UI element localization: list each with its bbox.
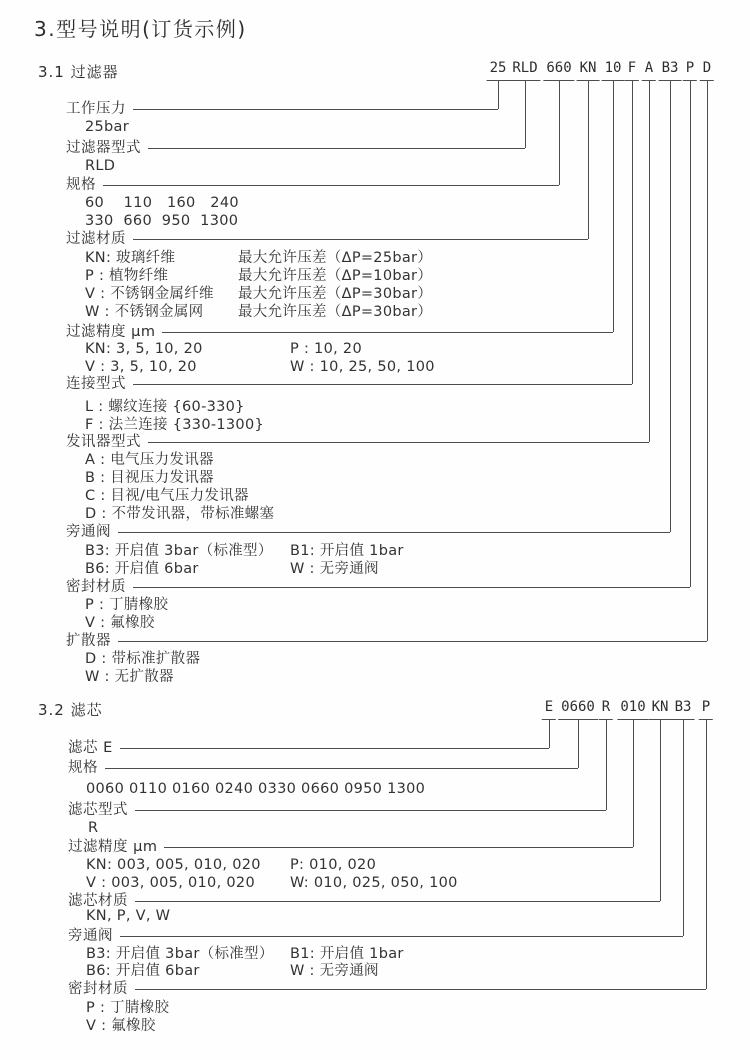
field-label: 连接型式 xyxy=(66,376,126,392)
code-segment-size: 660 xyxy=(543,60,574,81)
field-label: 密封材质 xyxy=(68,981,128,997)
field-label: 滤芯型式 xyxy=(68,802,128,818)
code-segment-micron: 10 xyxy=(602,60,625,81)
option-text: B3: 开启值 3bar（标准型） xyxy=(85,543,273,559)
field-row-micron xyxy=(68,839,633,855)
option-text: P : 丁腈橡胶 xyxy=(85,597,169,613)
field-row-type xyxy=(66,140,525,156)
option-text: RLD xyxy=(85,158,116,174)
field-label: 规格 xyxy=(66,177,96,193)
page-title: 3.型号说明(订货示例) xyxy=(34,17,247,41)
option-text: W : 无扩散器 xyxy=(85,669,174,685)
field-connector-line xyxy=(135,901,660,902)
field-row-seal xyxy=(68,981,706,997)
option-text: KN: 玻璃纤维 xyxy=(85,250,176,266)
code-segment-media: KN xyxy=(577,60,600,81)
code-segment-seal: P xyxy=(699,699,713,720)
field-label: 滤芯 E xyxy=(68,740,113,756)
field-connector-line xyxy=(133,239,588,240)
code-connector-vline xyxy=(670,80,671,532)
option-text: W: 010, 025, 050, 100 xyxy=(290,875,458,891)
code-segment-media: KN xyxy=(649,699,672,720)
field-label: 工作压力 xyxy=(66,101,126,117)
field-connector-line xyxy=(120,748,549,749)
field-row-size xyxy=(66,177,559,193)
field-connector-line xyxy=(120,936,683,937)
option-text: 330 660 950 1300 xyxy=(85,213,239,229)
field-row-pressure xyxy=(66,101,498,117)
option-text: P : 植物纤维 xyxy=(85,268,169,284)
option-text: B : 目视压力发讯器 xyxy=(85,470,214,486)
option-text: W : 不锈钢金属网 xyxy=(85,304,204,320)
code-connector-vline xyxy=(578,719,579,768)
code-segment-type: R xyxy=(599,699,613,720)
option-text: KN: 003, 005, 010, 020 xyxy=(86,857,261,873)
code-connector-vline xyxy=(606,719,607,810)
field-row-micron xyxy=(66,324,613,340)
field-row-media xyxy=(68,893,660,909)
field-connector-line xyxy=(118,641,707,642)
field-connector-line xyxy=(148,148,525,149)
field-row-indicator xyxy=(66,434,649,450)
option-text: V : 不锈钢金属纤维 xyxy=(85,286,214,302)
option-text: D : 不带发讯器，带标准螺塞 xyxy=(85,506,275,522)
option-text: 最大允许压差（ΔP=10bar） xyxy=(238,268,433,284)
field-row-type xyxy=(68,802,606,818)
section-element-heading: 3.2 滤芯 xyxy=(38,701,103,719)
option-text: V : 氟橡胶 xyxy=(85,615,155,631)
code-connector-vline xyxy=(633,719,634,847)
field-connector-line xyxy=(133,109,498,110)
code-segment-diffuser: D xyxy=(700,60,714,81)
option-text: B1: 开启值 1bar xyxy=(290,946,404,962)
field-connector-line xyxy=(133,384,632,385)
option-text: B6: 开启值 6bar xyxy=(86,963,200,979)
option-text: KN, P, V, W xyxy=(86,908,171,924)
option-text: L : 螺纹连接 {60-330} xyxy=(85,399,245,415)
field-label: 规格 xyxy=(68,760,98,776)
option-text: P : 10, 20 xyxy=(290,341,362,357)
option-text: P : 丁腈橡胶 xyxy=(86,1000,170,1016)
field-connector-line xyxy=(162,332,613,333)
code-connector-vline xyxy=(613,80,614,332)
option-text: V : 3, 5, 10, 20 xyxy=(85,359,197,375)
code-connector-vline xyxy=(683,719,684,936)
field-connector-line xyxy=(105,768,578,769)
code-segment-connection: F xyxy=(625,60,639,81)
field-label: 过滤精度 μm xyxy=(66,324,156,340)
option-text: 最大允许压差（ΔP=25bar） xyxy=(238,250,433,266)
code-connector-vline xyxy=(706,719,707,989)
field-label: 发讯器型式 xyxy=(66,434,141,450)
field-row-seal xyxy=(66,579,690,595)
field-label: 滤芯材质 xyxy=(68,893,128,909)
option-text: A : 电气压力发讯器 xyxy=(85,452,214,468)
code-connector-vline xyxy=(649,80,650,442)
code-segment-seal: P xyxy=(683,60,697,81)
option-text: P: 010, 020 xyxy=(290,857,377,873)
code-connector-vline xyxy=(525,80,526,148)
option-text: 25bar xyxy=(85,119,130,135)
field-connector-line xyxy=(103,185,559,186)
field-connector-line xyxy=(135,810,606,811)
code-segment-size: 0660 xyxy=(558,699,598,720)
option-text: W : 无旁通阀 xyxy=(290,561,379,577)
option-text: W : 无旁通阀 xyxy=(290,963,379,979)
option-text: V : 氟橡胶 xyxy=(86,1018,156,1034)
code-segment-bypass: B3 xyxy=(659,60,682,81)
code-segment-micron: 010 xyxy=(617,699,648,720)
code-segment-indicator: A xyxy=(642,60,656,81)
code-connector-vline xyxy=(549,719,550,748)
field-label: 过滤材质 xyxy=(66,231,126,247)
code-segment-type: RLD xyxy=(509,60,540,81)
field-row-media xyxy=(66,231,588,247)
option-text: 60 110 160 240 xyxy=(85,195,239,211)
field-label: 旁通阀 xyxy=(66,524,111,540)
option-text: B6: 开启值 6bar xyxy=(85,561,199,577)
field-label: 过滤器型式 xyxy=(66,140,141,156)
field-label: 旁通阀 xyxy=(68,928,113,944)
field-connector-line xyxy=(164,847,633,848)
option-text: D : 带标准扩散器 xyxy=(85,651,201,667)
code-connector-vline xyxy=(588,80,589,239)
code-connector-vline xyxy=(660,719,661,901)
field-row-diffuser xyxy=(66,633,707,649)
field-row-element xyxy=(68,740,549,756)
field-row-bypass xyxy=(66,524,670,540)
field-label: 扩散器 xyxy=(66,633,111,649)
option-text: F : 法兰连接 {330-1300} xyxy=(85,417,265,433)
option-text: V : 003, 005, 010, 020 xyxy=(86,875,255,891)
field-connector-line xyxy=(148,442,649,443)
code-connector-vline xyxy=(632,80,633,384)
option-text: C : 目视/电气压力发讯器 xyxy=(85,488,249,504)
option-text: 最大允许压差（ΔP=30bar） xyxy=(238,304,433,320)
code-connector-vline xyxy=(707,80,708,641)
field-connector-line xyxy=(118,532,670,533)
option-text: 最大允许压差（ΔP=30bar） xyxy=(238,286,433,302)
code-connector-vline xyxy=(559,80,560,185)
field-row-bypass xyxy=(68,928,683,944)
option-text: W : 10, 25, 50, 100 xyxy=(290,359,435,375)
code-connector-vline xyxy=(690,80,691,587)
code-segment-pressure: 25 xyxy=(487,60,510,81)
option-text: B1: 开启值 1bar xyxy=(290,543,404,559)
code-segment-element: E xyxy=(542,699,556,720)
code-segment-bypass: B3 xyxy=(672,699,695,720)
section-filter-heading: 3.1 过滤器 xyxy=(38,63,119,81)
field-connector-line xyxy=(133,587,690,588)
option-text: B3: 开启值 3bar（标准型） xyxy=(86,946,274,962)
option-text: R xyxy=(88,820,99,836)
field-label: 密封材质 xyxy=(66,579,126,595)
code-connector-vline xyxy=(498,80,499,109)
field-row-size xyxy=(68,760,578,776)
option-text: KN: 3, 5, 10, 20 xyxy=(85,341,203,357)
field-row-connection xyxy=(66,376,632,392)
field-label: 过滤精度 μm xyxy=(68,839,158,855)
field-connector-line xyxy=(135,989,706,990)
option-text: 0060 0110 0160 0240 0330 0660 0950 1300 xyxy=(86,781,426,797)
